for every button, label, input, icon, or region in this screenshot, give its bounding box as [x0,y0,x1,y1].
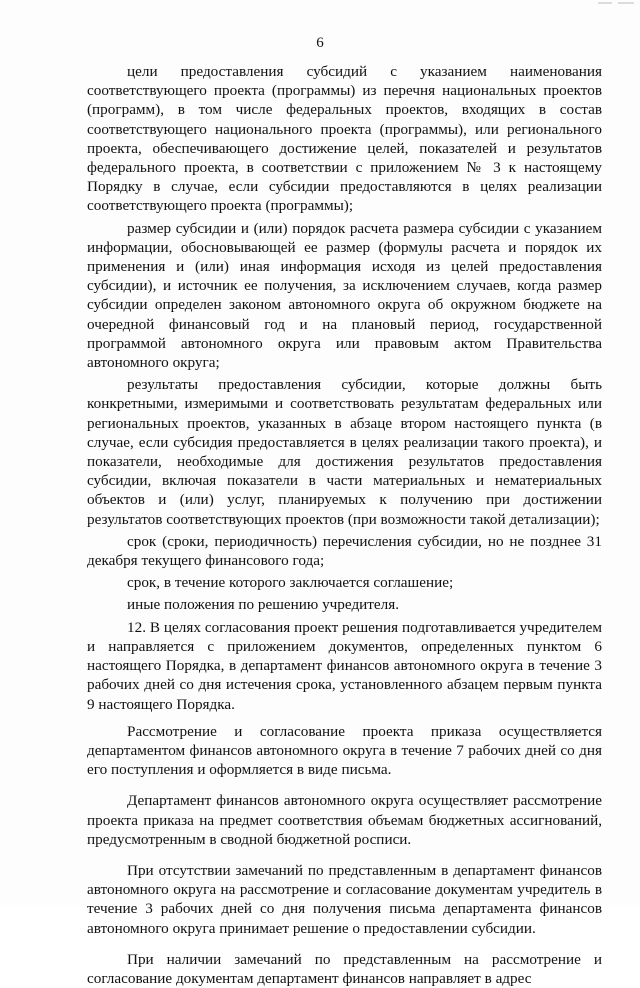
paragraph-other-provisions: иные положения по решению учредителя. [127,596,400,614]
scan-corner-mark [596,0,636,6]
paragraph-finance-department-review: Департамент финансов автономного округа осуществляет рассмотрение проекта приказа на предмет соответствия объемам бюджетных ассигнований, предусмотренным в сводной бюджетной росписи. [87,792,602,848]
paragraph-review-approval: Рассмотрение и согласование проекта приказа осуществляется департаментом финансов автономного округа в течение 7 рабочих дней со дня его поступления и оформляется в виде письма. [87,722,602,779]
page-number: 6 [316,35,324,51]
paragraph-with-remarks: При наличии замечаний по представленным на рассмотрение и согласование документам департамент финансов направляет в адрес [87,950,602,987]
paragraph-item-12: 12. В целях согласования проект решения подготавливается учредителем и направляется с приложением документов, определенных пунктом 6 настоящего Порядка, в департамент финансов автономного округа в течение 3 рабочих дней со дня истечения срока, установленного абзацем первым пункта 9 настоящего Порядка. [87,618,602,713]
paragraph-subsidy-goals: цели предоставления субсидий с указанием наименования соответствующего проекта (программы) из перечня национальных проектов (программ), в том числе федеральных проектов, входящих в состав соответствующего национального проекта (программы), или регионального проекта, обеспечивающего достижение целей, показателей и результатов федерального проекта, в соответствии с приложением № 3 к настоящему Порядку в случае, если субсидии предоставляются в целях реализации соответствующего проекта (программы); [87,63,602,215]
paragraph-no-remarks: При отсутствии замечаний по представленным в департамент финансов автономного округа на рассмотрение и согласование документам учредитель в течение 3 рабочих дней со дня получения письма департамента финансов автономного округа принимает решение о предоставлении субсидии. [87,861,602,937]
paragraph-agreement-term: срок, в течение которого заключается соглашение; [127,574,454,592]
paragraph-subsidy-results: результаты предоставления субсидии, которые должны быть конкретными, измеримыми и соответствовать результатам федеральных или региональных проектов, указанных в абзаце втором настоящего пункта (в случае, если субсидия предоставляется в целях реализации такого проекта), и показатели, необходимые для достижения результатов предоставления субсидии, включая показатели в части материальных и нематериальных объектов и (или) услуг, планируемых к получению при достижении результатов соответствующих проектов (при возможности такой детализации); [87,376,602,528]
document-body [87,62,602,988]
paragraph-subsidy-amount: размер субсидии и (или) порядок расчета размера субсидии с указанием информации, обосновывающей ее размер (формулы расчета и порядок их применения и (или) иная информация исходя из целей предоставления субсидии), и источник ее получения, за исключением случаев, когда размер субсидии определен законом автономного округа об окружном бюджете на очередной финансовый год и на плановый период, государственной программой автономного округа или правовым актом Правительства автономного округа; [87,219,602,372]
paragraph-transfer-term: срок (сроки, периодичность) перечисления субсидии, но не позднее 31 декабря текущего финансового года; [87,532,602,570]
